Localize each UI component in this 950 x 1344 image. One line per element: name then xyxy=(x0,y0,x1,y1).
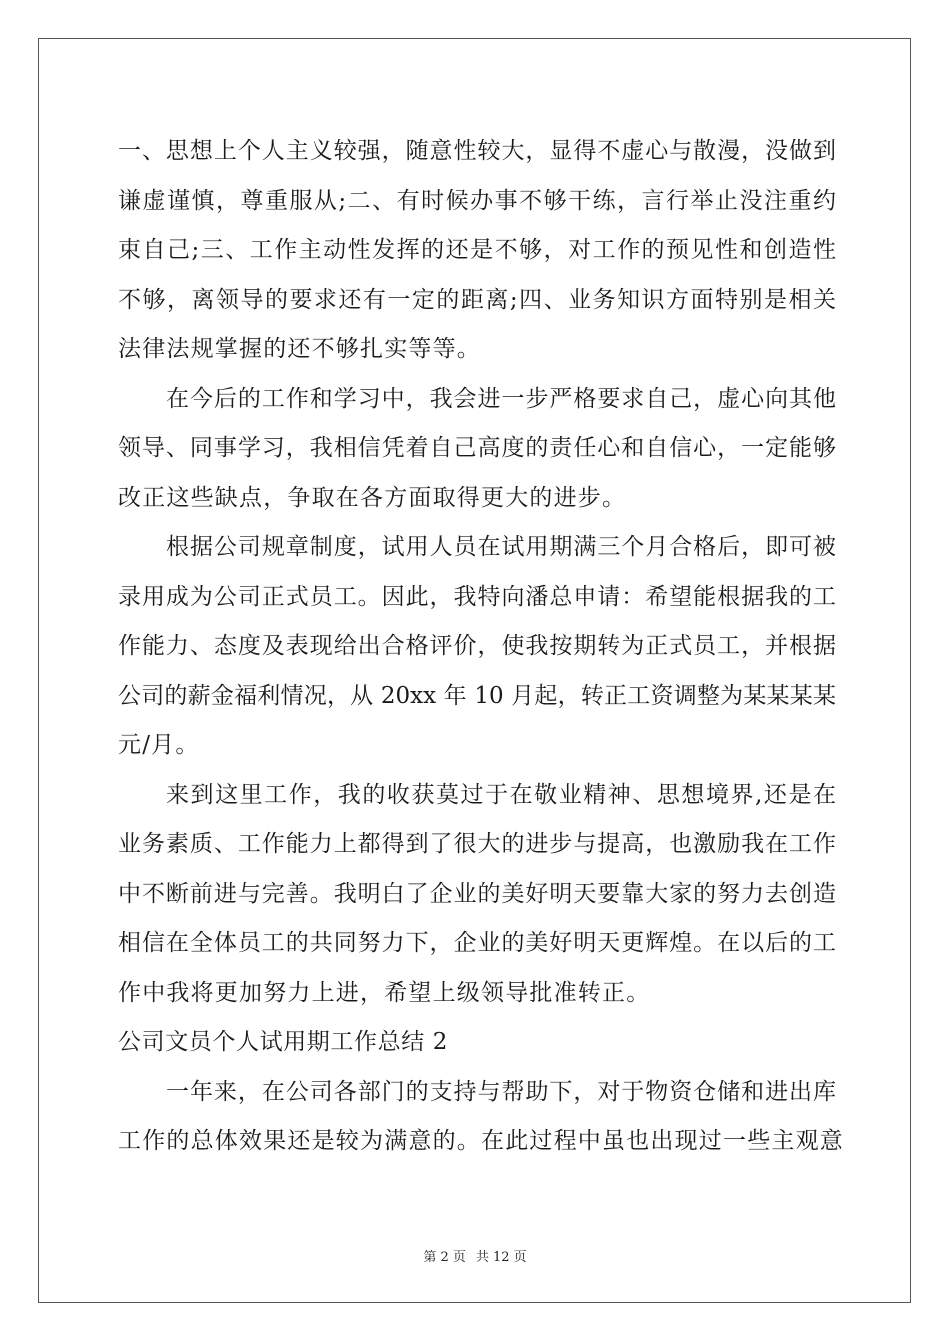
paragraph xyxy=(118,523,836,771)
page-total: 共 12 页 xyxy=(475,1250,527,1265)
text-line: 工作的总体效果还是较为满意的。在此过程中虽也出现过一些主观意 xyxy=(118,1128,844,1154)
text-line: 领导、同事学习，我相信凭着自己高度的责任心和自信心，一定能够 xyxy=(118,435,836,461)
page-footer xyxy=(0,1246,950,1265)
text-line: 不够，离领导的要求还有一定的距离;四、业务知识方面特别是相关 xyxy=(118,286,836,313)
page-number: 第 2 页 xyxy=(423,1250,466,1265)
text-line: 中不断前进与完善。我明白了企业的美好明天要靠大家的努力去创造 xyxy=(118,880,836,907)
text-line: 谦虚谨慎，尊重服从;二、有时候办事不够干练，言行举止没注重约 xyxy=(118,187,836,214)
text-line: 束自己;三、工作主动性发挥的还是不够，对工作的预见性和创造性 xyxy=(118,237,836,263)
text-line: 在今后的工作和学习中，我会进一步严格要求自己，虚心向其他 xyxy=(166,385,836,412)
text-line: 根据公司规章制度，试用人员在试用期满三个月合格后，即可被 xyxy=(166,534,836,560)
text-line: 公司的薪金福利情况，从 20xx 年 10 月起，转正工资调整为某某某某 xyxy=(118,682,836,709)
paragraph xyxy=(118,127,836,375)
paragraph xyxy=(118,375,836,524)
text-line: 一年来，在公司各部门的支持与帮助下，对于物资仓储和进出库 xyxy=(166,1078,836,1105)
text-line: 录用成为公司正式员工。因此，我特向潘总申请：希望能根据我的工 xyxy=(118,583,836,610)
text-line: 一、思想上个人主义较强，随意性较大，显得不虚心与散漫，没做到 xyxy=(118,138,836,164)
text-line: 元/月。 xyxy=(118,732,200,758)
text-line: 法律法规掌握的还不够扎实等等。 xyxy=(118,336,481,362)
paragraph xyxy=(118,771,836,1019)
text-line: 作中我将更加努力上进，希望上级领导批准转正。 xyxy=(118,979,651,1006)
document-body xyxy=(118,127,844,1167)
text-line: 公司文员个人试用期工作总结 2 xyxy=(118,1029,448,1055)
text-line: 作能力、态度及表现给出合格评价，使我按期转为正式员工，并根据 xyxy=(118,633,836,659)
paragraph xyxy=(118,1068,844,1167)
text-line: 来到这里工作，我的收获莫过于在敬业精神、思想境界,还是在 xyxy=(166,781,836,808)
text-line: 改正这些缺点，争取在各方面取得更大的进步。 xyxy=(118,484,627,511)
section-heading xyxy=(118,1018,836,1068)
text-line: 业务素质、工作能力上都得到了很大的进步与提高，也激励我在工作 xyxy=(118,831,836,857)
text-line: 相信在全体员工的共同努力下，企业的美好明天更辉煌。在以后的工 xyxy=(118,930,836,956)
